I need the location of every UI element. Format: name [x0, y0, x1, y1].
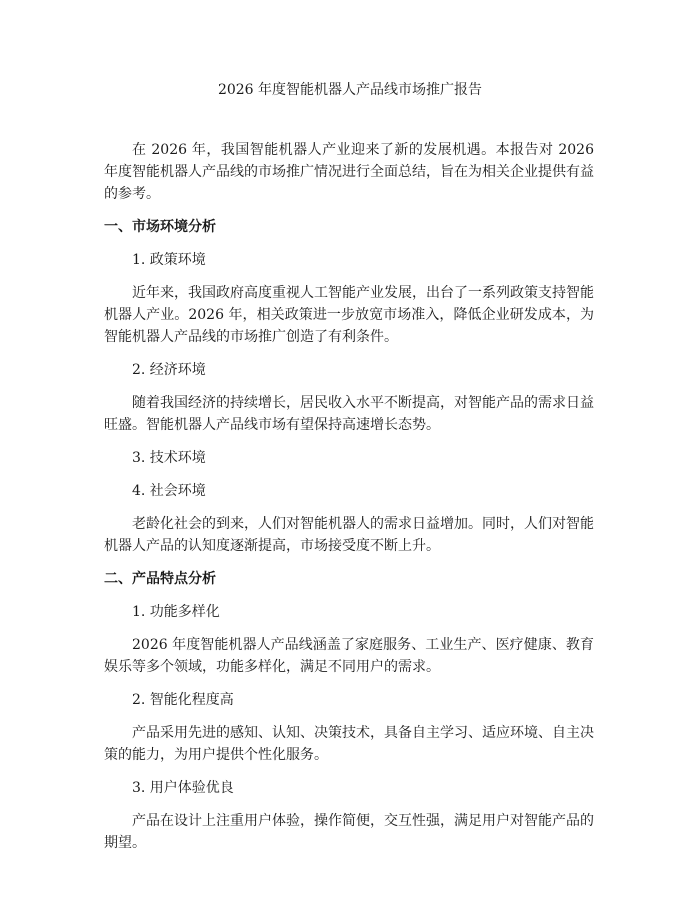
section-heading-product-features: 二、产品特点分析 — [104, 571, 216, 587]
document-title: 2026 年度智能机器人产品线市场推广报告 — [217, 82, 483, 98]
subheading-high-intelligence: 2. 智能化程度高 — [132, 692, 234, 708]
paragraph-policy-environment: 近年来，我国政府高度重视人工智能产业发展，出台了一系列政策支持智能机器人产业。2026 年，相关政策进一步放宽市场准入，降低企业研发成本，为智能机器人产品线的市场推广创造了有利条件。 — [104, 285, 594, 345]
paragraph-social-environment: 老龄化社会的到来，人们对智能机器人的需求日益增加。同时，人们对智能机器人产品的认知度逐渐提高，市场接受度不断上升。 — [104, 516, 594, 554]
paragraph-economic-environment: 随着我国经济的持续增长，居民收入水平不断提高，对智能产品的需求日益旺盛。智能机器人产品线市场有望保持高速增长态势。 — [104, 395, 594, 433]
intro-paragraph: 在 2026 年，我国智能机器人产业迎来了新的发展机遇。本报告对 2026 年度智能机器人产品线的市场推广情况进行全面总结，旨在为相关企业提供有益的参考。 — [104, 142, 594, 202]
paragraph-user-experience: 产品在设计上注重用户体验，操作简便，交互性强，满足用户对智能产品的期望。 — [104, 813, 594, 851]
subheading-economic-environment: 2. 经济环境 — [132, 362, 206, 378]
subheading-diverse-functions: 1. 功能多样化 — [132, 604, 220, 620]
subheading-technology-environment: 3. 技术环境 — [132, 450, 206, 466]
subheading-policy-environment: 1. 政策环境 — [132, 252, 206, 268]
section-heading-market-environment: 一、市场环境分析 — [104, 219, 216, 235]
paragraph-diverse-functions: 2026 年度智能机器人产品线涵盖了家庭服务、工业生产、医疗健康、教育娱乐等多个领域，功能多样化，满足不同用户的需求。 — [104, 637, 594, 675]
subheading-user-experience: 3. 用户体验优良 — [132, 780, 234, 796]
subheading-social-environment: 4. 社会环境 — [132, 483, 206, 499]
document-body — [104, 139, 594, 854]
paragraph-high-intelligence: 产品采用先进的感知、认知、决策技术，具备自主学习、适应环境、自主决策的能力，为用户提供个性化服务。 — [104, 725, 594, 763]
